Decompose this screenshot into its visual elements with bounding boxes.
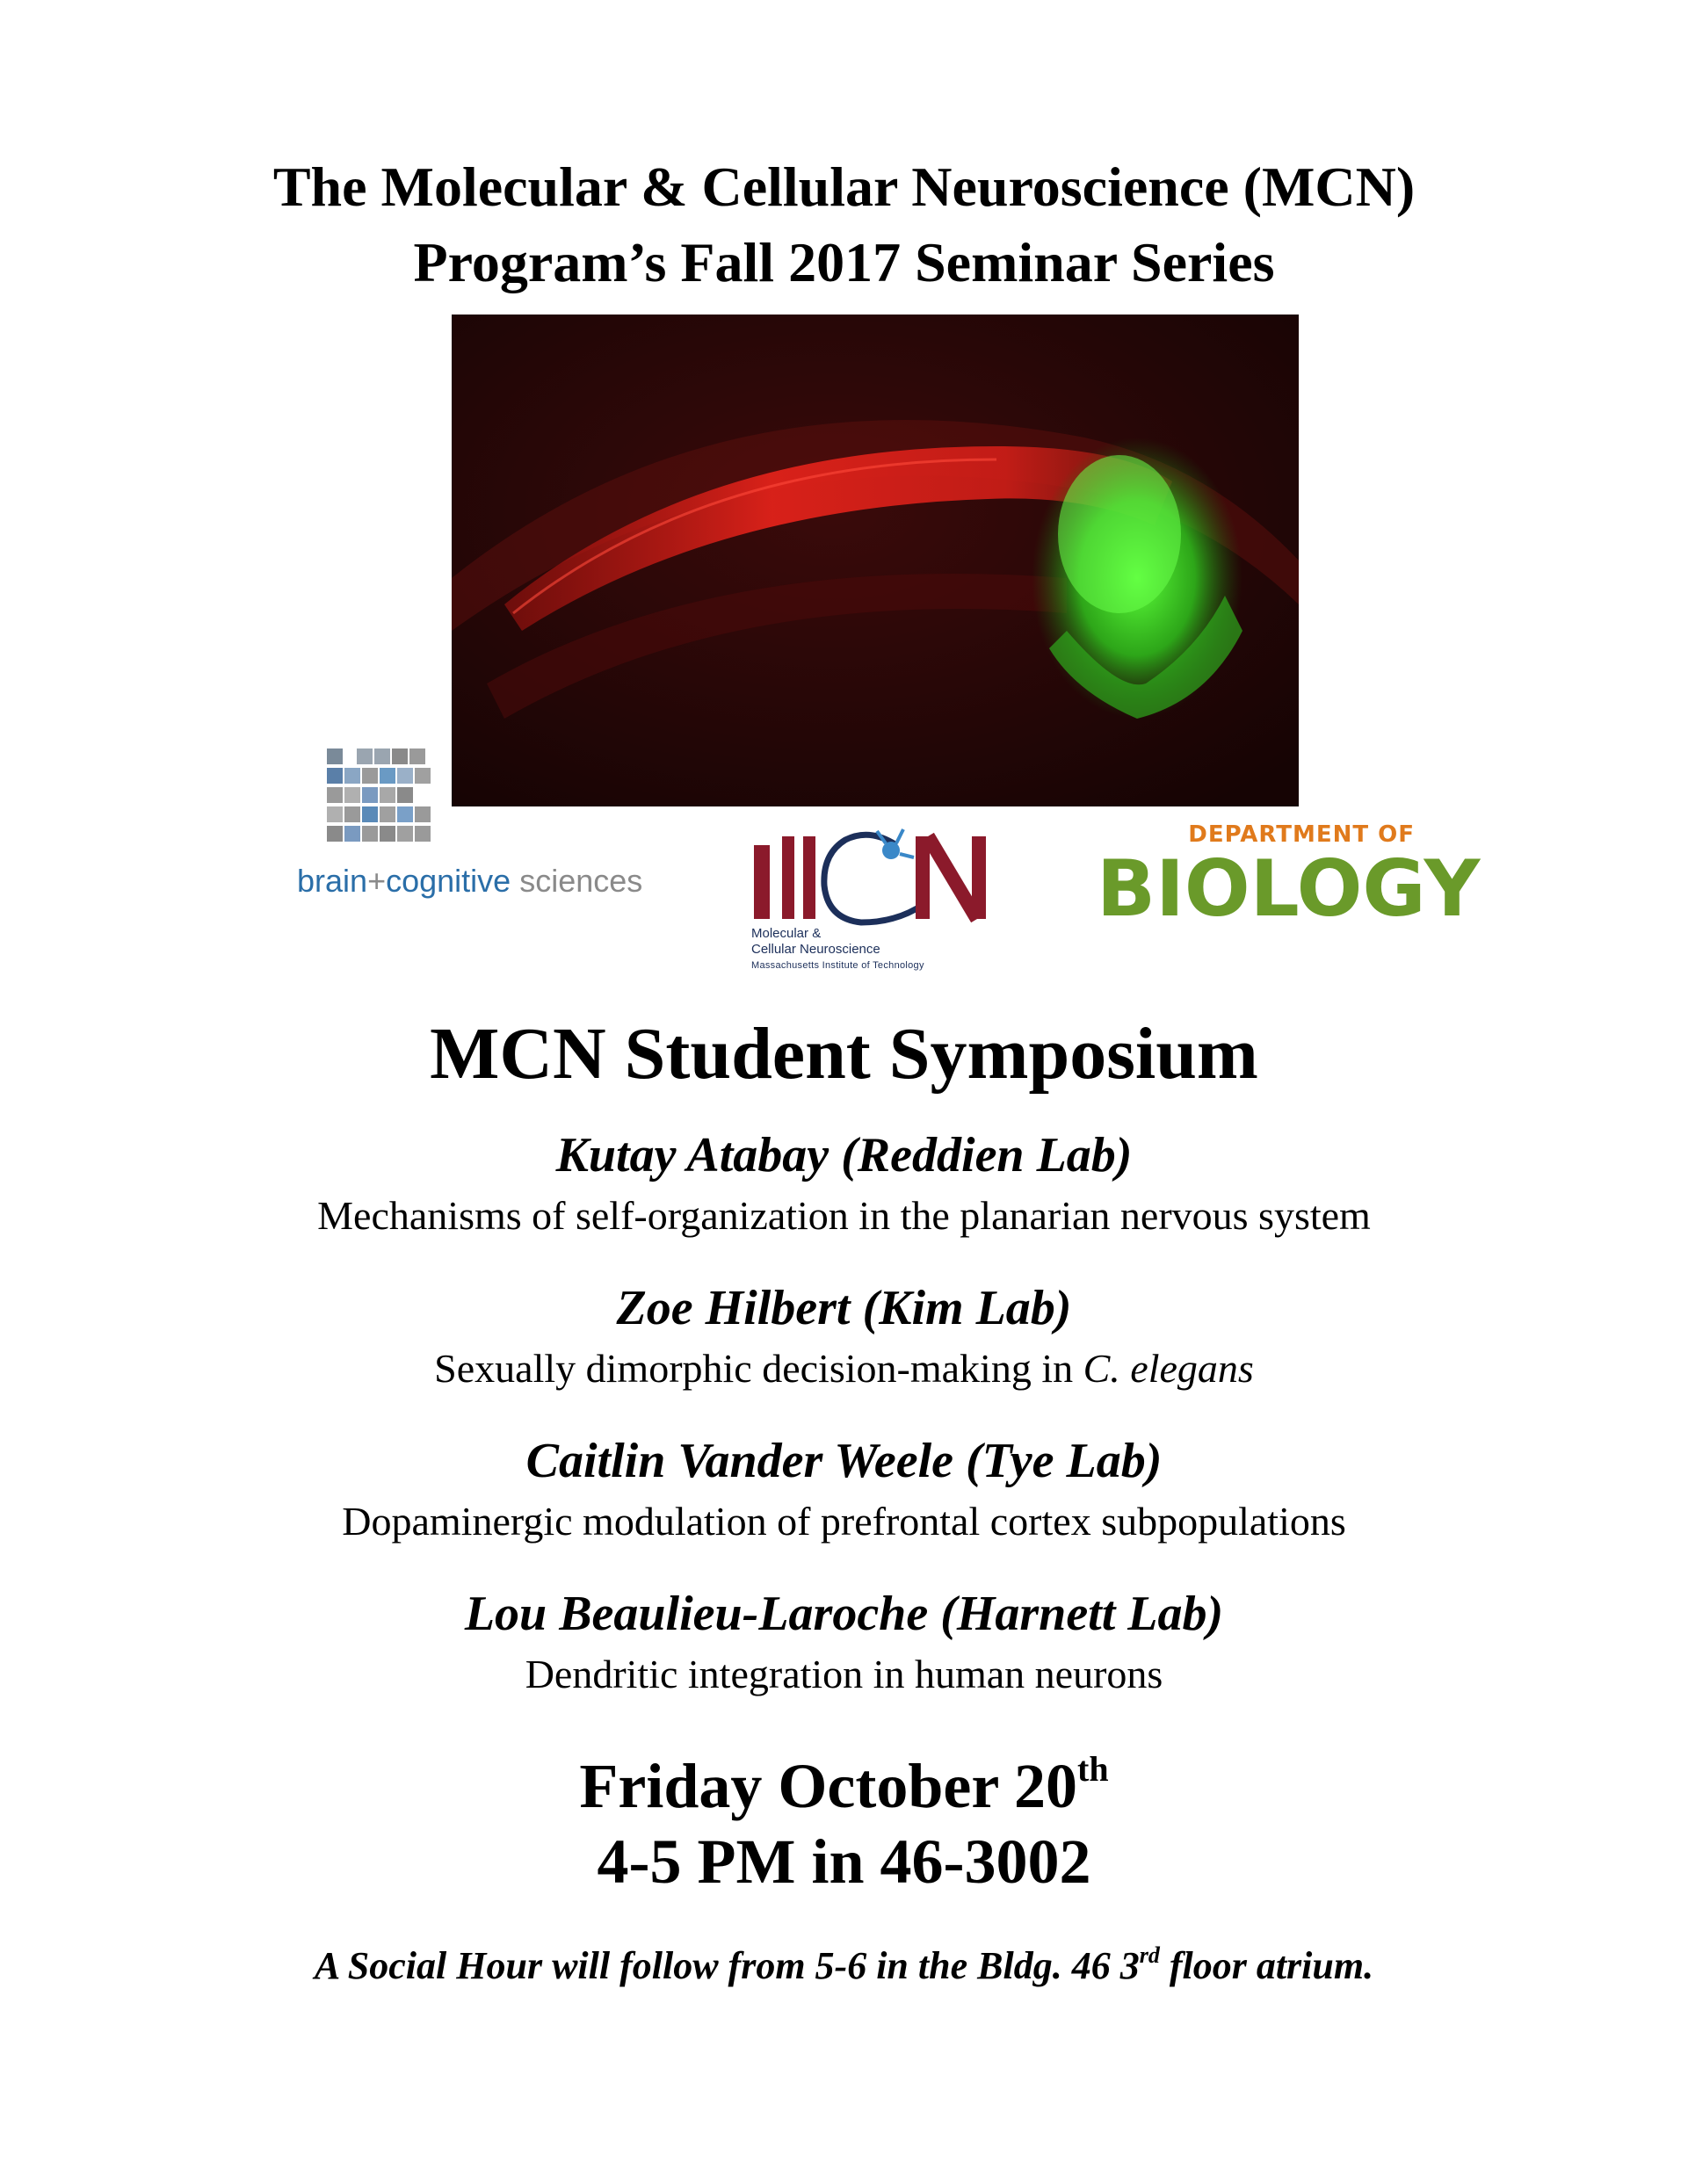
talk-title-2-text: Sexually dimorphic decision-making in <box>434 1346 1083 1391</box>
social-text-before: A Social Hour will follow from 5-6 in the Bldg. 46 3 <box>314 1944 1140 1987</box>
bcs-word-sciences: sciences <box>511 863 643 899</box>
social-ordinal: rd <box>1139 1942 1160 1968</box>
mcn-sub-line3: Massachusetts Institute of Technology <box>751 960 924 971</box>
event-date <box>0 1748 1688 1824</box>
mcn-logo-subtitle <box>751 926 1015 973</box>
speaker-name-2: Zoe Hilbert (Kim Lab) <box>616 1281 1072 1335</box>
series-title-line1: The Molecular & Cellular Neuroscience (MCN) <box>272 155 1416 218</box>
speaker-name-1: Kutay Atabay (Reddien Lab) <box>555 1128 1133 1182</box>
event-date-suffix: th <box>1077 1749 1109 1789</box>
event-title: MCN Student Symposium <box>430 1013 1258 1095</box>
talk-title-4: Dendritic integration in human neurons <box>525 1652 1163 1696</box>
mcn-logo-icon <box>747 824 1002 934</box>
talk-title-1: Mechanisms of self-organization in the planarian nervous system <box>317 1193 1371 1238</box>
event-date-text: Friday October 20 <box>579 1751 1077 1821</box>
social-text-after: floor atrium. <box>1159 1944 1374 1987</box>
bcs-plus: + <box>367 863 387 899</box>
speaker-name-4: Lou Beaulieu-Laroche (Harnett Lab) <box>464 1587 1224 1641</box>
microscopy-image <box>452 315 1299 806</box>
biology-wordmark: BIOLOGY <box>1097 843 1481 934</box>
talk-title-2 <box>0 1344 1688 1393</box>
social-hour-note <box>0 1942 1688 1991</box>
bcs-logo-grid-icon <box>327 748 432 858</box>
talk-title-2-species: C. elegans <box>1083 1346 1254 1391</box>
mcn-sub-line2: Cellular Neuroscience <box>751 942 880 957</box>
bcs-word-cognitive: cognitive <box>386 863 511 899</box>
series-title-line2: Program’s Fall 2017 Seminar Series <box>413 231 1275 293</box>
mcn-sub-line1: Molecular & <box>751 926 822 941</box>
bcs-logo-text <box>297 863 666 900</box>
bcs-word-brain: brain <box>297 863 368 899</box>
biology-dept-label: DEPARTMENT OF <box>1188 821 1415 848</box>
speaker-name-3: Caitlin Vander Weele (Tye Lab) <box>525 1434 1163 1488</box>
event-time-place: 4-5 PM in 46-3002 <box>597 1826 1091 1897</box>
talk-title-3: Dopaminergic modulation of prefrontal cortex subpopulations <box>342 1499 1346 1544</box>
